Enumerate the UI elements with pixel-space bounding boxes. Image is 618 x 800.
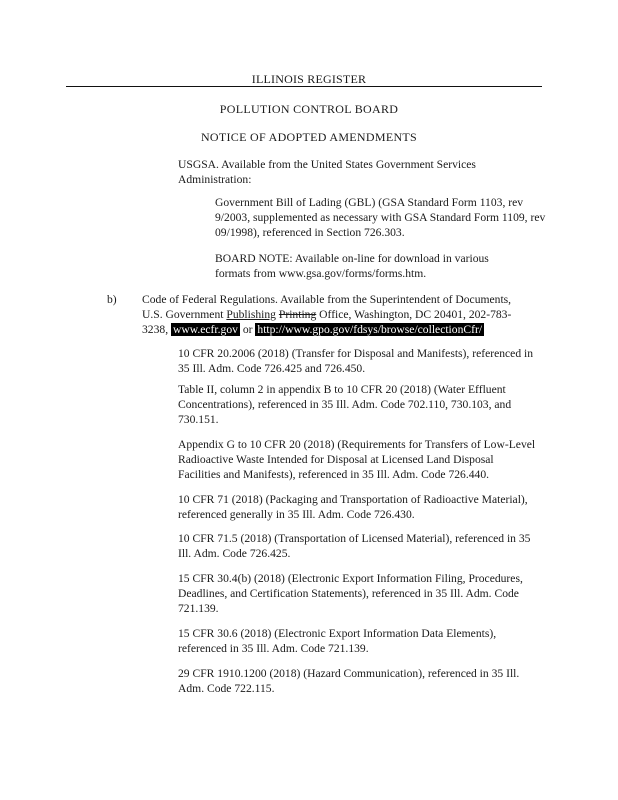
gbl-reference: Government Bill of Lading (GBL) (GSA Standard Form 1103, rev 9/2003, supplemented as necessary with GSA Standard Form 1109, rev 09/1998), referenced in Section 726.303. <box>215 196 546 239</box>
cfr-line-1: Code of Federal Regulations. Available from the Superintendent of Documents, <box>142 293 512 306</box>
register-title: ILLINOIS REGISTER <box>251 72 367 86</box>
ecfr-link[interactable]: www.ecfr.gov <box>172 323 238 336</box>
usgsa-intro: USGSA. Available from the United States Government Services Administration: <box>178 158 476 186</box>
struck-text: Printing <box>278 308 317 321</box>
cfr-or: or <box>239 323 256 336</box>
board-title: POLLUTION CONTROL BOARD <box>219 102 399 116</box>
notice-title: NOTICE OF ADOPTED AMENDMENTS <box>200 130 418 144</box>
reference-item: Table II, column 2 in appendix B to 10 CFR 20 (2018) (Water Effluent Concentrations), referenced in 35 Ill. Adm. Code 702.110, 730.103, and 730.151. <box>178 383 512 426</box>
cfr-paragraph <box>142 292 552 337</box>
cfr-line-2-end: Office, Washington, DC 20401, 202-783- <box>316 308 512 321</box>
reference-item: Appendix G to 10 CFR 20 (2018) (Requirements for Transfers of Low-Level Radioactive Waste Intended for Disposal at Licensed Land Disposal Facilities and Manifests), referenced in 35 Ill. Adm. Code 726.440. <box>178 438 536 481</box>
inserted-text: Publishing <box>226 308 276 321</box>
list-marker-b: b) <box>107 293 117 306</box>
gpo-link[interactable]: http://www.gpo.gov/fdsys/browse/collectionCfr/ <box>257 323 483 336</box>
cfr-line-3-start: 3238, <box>142 323 171 336</box>
reference-item: 29 CFR 1910.1200 (2018) (Hazard Communication), referenced in 35 Ill. Adm. Code 722.115. <box>178 667 520 695</box>
cfr-line-3 <box>142 322 552 337</box>
header-rule <box>66 86 542 87</box>
gsa-board-note: BOARD NOTE: Available on-line for download in various formats from www.gsa.gov/forms/forms.htm. <box>215 252 489 280</box>
reference-item: 15 CFR 30.6 (2018) (Electronic Export Information Data Elements), referenced in 35 Ill. Adm. Code 721.139. <box>178 627 497 655</box>
reference-item: 10 CFR 71.5 (2018) (Transportation of Licensed Material), referenced in 35 Ill. Adm. Code 726.425. <box>178 532 531 560</box>
cfr-line-2-start: U.S. Government <box>142 308 227 321</box>
reference-item: 10 CFR 20.2006 (2018) (Transfer for Disposal and Manifests), referenced in 35 Ill. Adm. Code 726.425 and 726.450. <box>178 347 534 375</box>
reference-item: 15 CFR 30.4(b) (2018) (Electronic Export Information Filing, Procedures, Deadlines, and Certification Statements), referenced in 35 Ill. Adm. Code 721.139. <box>178 572 523 615</box>
reference-item: 10 CFR 71 (2018) (Packaging and Transportation of Radioactive Material), referenced generally in 35 Ill. Adm. Code 726.430. <box>178 493 528 521</box>
cfr-line-2 <box>142 307 552 322</box>
